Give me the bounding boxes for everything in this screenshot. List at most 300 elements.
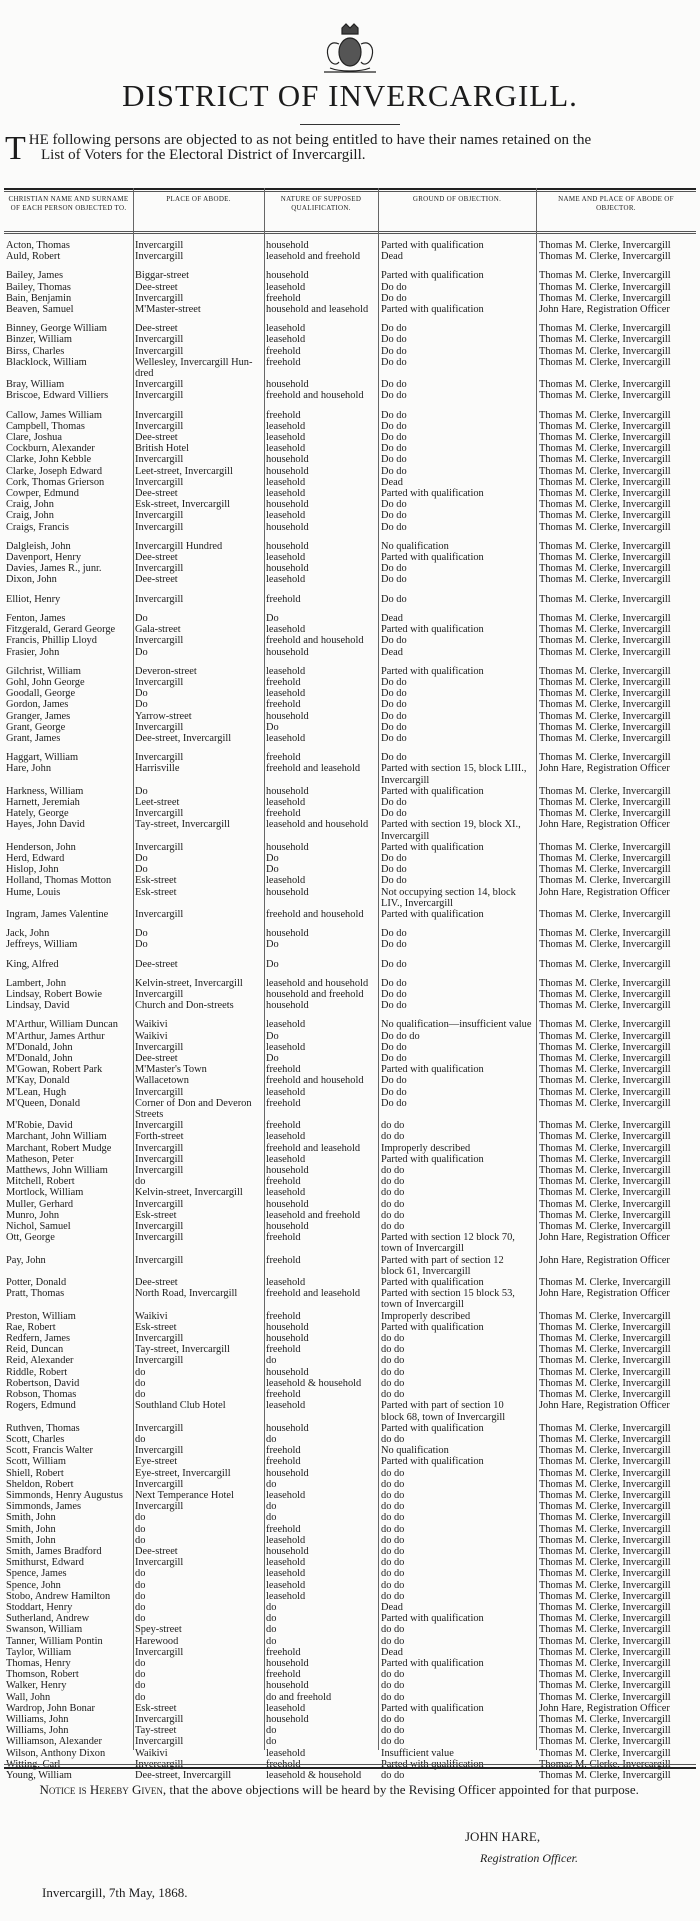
- cell-ground: do do: [381, 1534, 405, 1546]
- table-row: [4, 477, 696, 488]
- cell-qualification: Do: [266, 721, 279, 733]
- cell-qualification: leasehold: [266, 624, 306, 636]
- cell-name: Munro, John: [6, 1209, 60, 1221]
- cell-ground: do do: [381, 1523, 405, 1535]
- cell-objector: [536, 1266, 696, 1277]
- cell-abode: do: [135, 1366, 146, 1378]
- cell-objector: Thomas M. Clerke, Invercargill: [539, 1523, 671, 1535]
- cell-qualification: freehold: [266, 1669, 301, 1681]
- cell-qualification: household: [266, 240, 309, 251]
- cell-name: Scott, William: [6, 1456, 66, 1468]
- cell-name: [4, 1266, 133, 1277]
- cell-abode: Dee-street: [135, 323, 178, 335]
- cell-objector: Thomas M. Clerke, Invercargill: [539, 1445, 671, 1457]
- table-row: [4, 819, 696, 830]
- cell-qualification: [264, 898, 378, 909]
- cell-ground: Do do: [381, 721, 407, 733]
- cell-qualification: freehold: [266, 356, 301, 368]
- cell-abode: Waikivi: [135, 1030, 168, 1042]
- cell-abode: North Road, Invercargill: [135, 1288, 238, 1300]
- table-row: [4, 842, 696, 853]
- cell-name: Briscoe, Edward Villiers: [6, 390, 109, 402]
- cell-objector: Thomas M. Clerke, Invercargill: [539, 688, 671, 700]
- cell-objector: Thomas M. Clerke, Invercargill: [539, 1030, 671, 1042]
- cell-name: [4, 1412, 133, 1423]
- table-row: [4, 1064, 696, 1075]
- cell-name: Hislop, John: [6, 864, 59, 876]
- table-row: [4, 875, 696, 886]
- cell-ground: Dead: [381, 251, 403, 263]
- cell-qualification: do: [266, 1613, 277, 1625]
- cell-qualification: household: [266, 1333, 309, 1345]
- cell-name: Smith, John: [6, 1534, 56, 1546]
- signatory-name: JOHN HARE,: [465, 1829, 541, 1844]
- cell-objector: [536, 1243, 696, 1254]
- cell-name: Williams, John: [6, 1725, 69, 1737]
- cell-abode: Invercargill: [135, 345, 184, 357]
- cell-ground: Parted with qualification: [381, 1422, 484, 1434]
- cell-qualification: freehold and household: [266, 1075, 364, 1087]
- group-spacer: [4, 262, 696, 270]
- cell-abode: Wellesley, Invercargill Hun-: [135, 356, 253, 368]
- cell-qualification: household: [266, 1321, 309, 1333]
- cell-objector: Thomas M. Clerke, Invercargill: [539, 1713, 671, 1725]
- cell-objector: Thomas M. Clerke, Invercargill: [539, 1389, 671, 1401]
- intro-paragraph: [5, 130, 697, 167]
- cell-objector: Thomas M. Clerke, Invercargill: [539, 292, 671, 304]
- cell-ground: do do: [381, 1669, 405, 1681]
- table-row: [4, 346, 696, 357]
- cell-qualification: leasehold: [266, 875, 306, 887]
- table-row: [4, 1568, 696, 1579]
- cell-objector: John Hare, Registration Officer: [539, 819, 670, 831]
- cell-objector: Thomas M. Clerke, Invercargill: [539, 624, 671, 636]
- cell-qualification: household: [266, 841, 309, 853]
- cell-objector: [536, 775, 696, 786]
- cell-name: Dixon, John: [6, 574, 57, 586]
- cell-abode: Do: [135, 939, 148, 951]
- cell-ground: Do do: [381, 958, 407, 970]
- cell-ground: [378, 1109, 536, 1120]
- cell-ground: Do do: [381, 875, 407, 887]
- cell-abode: Forth-street: [135, 1131, 184, 1143]
- cell-ground: Dead: [381, 612, 403, 624]
- cell-qualification: [264, 775, 378, 786]
- cell-ground: do do: [381, 1770, 405, 1781]
- cell-name: Bailey, James: [6, 270, 64, 282]
- cell-qualification: household: [266, 886, 309, 898]
- cell-name: Taylor, William: [6, 1646, 72, 1658]
- cell-ground: Do do: [381, 688, 407, 700]
- table-row: [4, 251, 696, 262]
- cell-ground: do do: [381, 1545, 405, 1557]
- cell-qualification: leasehold: [266, 1086, 306, 1098]
- cell-qualification: freehold: [266, 1456, 301, 1468]
- table-row: [4, 722, 696, 733]
- cell-qualification: [264, 1243, 378, 1254]
- cell-ground: Not occupying section 14, block: [381, 886, 516, 898]
- cell-qualification: do: [266, 1635, 277, 1647]
- table-row: [4, 959, 696, 970]
- cell-qualification: freehold and leasehold: [266, 763, 361, 775]
- cell-ground: Parted with qualification: [381, 1153, 484, 1165]
- cell-objector: John Hare, Registration Officer: [539, 763, 670, 775]
- table-row: [4, 1277, 696, 1288]
- cell-name: Francis, Phillip Lloyd: [6, 635, 97, 647]
- group-spacer: [4, 1011, 696, 1019]
- cell-abode: Invercargill: [135, 563, 184, 575]
- table-row: [4, 454, 696, 465]
- table-row: [4, 1647, 696, 1658]
- cell-qualification: freehold: [266, 1176, 301, 1188]
- cell-name: Williamson, Alexander: [6, 1736, 102, 1748]
- cell-abode: do: [135, 1377, 146, 1389]
- cell-objector: Thomas M. Clerke, Invercargill: [539, 1000, 671, 1012]
- table-row: [4, 1120, 696, 1131]
- cell-abode: Invercargill: [135, 409, 184, 421]
- objections-table: [4, 188, 696, 1781]
- cell-objector: Thomas M. Clerke, Invercargill: [539, 552, 671, 564]
- cell-abode: Southland Club Hotel: [135, 1400, 226, 1412]
- cell-name: Davenport, Henry: [6, 552, 82, 564]
- cell-qualification: household: [266, 454, 309, 466]
- cell-abode: [133, 831, 264, 842]
- cell-name: Ruthven, Thomas: [6, 1422, 80, 1434]
- cell-ground: do do: [381, 1680, 405, 1692]
- cell-abode: Esk-street: [135, 1321, 177, 1333]
- cell-abode: [133, 775, 264, 786]
- cell-name: Sheldon, Robert: [6, 1478, 74, 1490]
- table-row: [4, 594, 696, 605]
- cell-qualification: leasehold: [266, 1579, 306, 1591]
- intro-line-1: HE following persons are objected to as not being entitled to have their names retained on the: [28, 132, 592, 148]
- cell-name: M'Donald, John: [6, 1053, 73, 1064]
- cell-name: Simmonds, Henry Augustus: [6, 1489, 123, 1501]
- cell-qualification: freehold and leasehold: [266, 1288, 361, 1300]
- table-row: [4, 1725, 696, 1736]
- cell-objector: Thomas M. Clerke, Invercargill: [539, 1310, 671, 1322]
- cell-ground: Do do: [381, 1075, 407, 1087]
- cell-abode: Dee-street: [135, 281, 178, 293]
- table-row: [4, 1143, 696, 1154]
- cell-objector: Thomas M. Clerke, Invercargill: [539, 841, 671, 853]
- cell-ground: do do: [381, 1512, 405, 1524]
- cell-objector: Thomas M. Clerke, Invercargill: [539, 270, 671, 282]
- table-row: [4, 1624, 696, 1635]
- cell-ground: Do do do: [381, 1030, 420, 1042]
- cell-ground: Parted with qualification: [381, 488, 484, 500]
- cell-qualification: leasehold: [266, 665, 306, 677]
- cell-abode: do: [135, 1176, 146, 1188]
- cell-objector: Thomas M. Clerke, Invercargill: [539, 345, 671, 357]
- cell-abode: Dee-street: [135, 574, 178, 586]
- cell-abode: Do: [135, 699, 148, 711]
- cell-name: Dalgleish, John: [6, 540, 71, 552]
- cell-abode: Do: [135, 688, 148, 700]
- table-row: [4, 1378, 696, 1389]
- cell-ground: Do do: [381, 281, 407, 293]
- cell-abode: Deveron-street: [135, 665, 197, 677]
- cell-abode: [133, 1412, 264, 1423]
- table-row: [4, 1000, 696, 1011]
- cell-objector: Thomas M. Clerke, Invercargill: [539, 752, 671, 764]
- cell-ground: Do do: [381, 420, 407, 432]
- cell-ground: Do do: [381, 510, 407, 522]
- cell-objector: [536, 368, 696, 379]
- cell-name: Cockburn, Alexander: [6, 443, 95, 455]
- cell-abode: do: [135, 1534, 146, 1546]
- cell-abode: Waikivi: [135, 1019, 168, 1031]
- cell-abode: Invercargill: [135, 1041, 184, 1053]
- table-row: [4, 1546, 696, 1557]
- cell-abode: Invercargill: [135, 635, 184, 647]
- cell-objector: Thomas M. Clerke, Invercargill: [539, 635, 671, 647]
- table-row: [4, 1669, 696, 1680]
- cell-ground: Parted with qualification: [381, 304, 484, 316]
- cell-ground: Insufficient value: [381, 1747, 454, 1759]
- cell-qualification: freehold: [266, 1310, 301, 1322]
- cell-qualification: Do: [266, 852, 279, 864]
- cell-name: Jeffreys, William: [6, 939, 78, 951]
- group-spacer: [4, 951, 696, 959]
- cell-abode: Invercargill: [135, 988, 184, 1000]
- table-row: [4, 1490, 696, 1501]
- cell-objector: Thomas M. Clerke, Invercargill: [539, 476, 671, 488]
- table-row: [4, 1479, 696, 1490]
- table-row: [4, 1255, 696, 1266]
- cell-objector: Thomas M. Clerke, Invercargill: [539, 1646, 671, 1658]
- cell-name: [4, 1299, 133, 1310]
- cell-name: [4, 368, 133, 379]
- drop-cap: T: [5, 130, 26, 167]
- cell-ground: Do do: [381, 409, 407, 421]
- cell-qualification: freehold: [266, 1232, 301, 1244]
- cell-name: Wardrop, John Bonar: [6, 1702, 95, 1714]
- table-row: [4, 1535, 696, 1546]
- cell-abode: Dee-street: [135, 432, 178, 444]
- cell-ground: do do: [381, 1579, 405, 1591]
- cell-ground: town of Invercargill: [381, 1299, 464, 1311]
- cell-abode: Invercargill: [135, 292, 184, 304]
- table-row: [4, 1389, 696, 1400]
- table-row: [4, 1299, 696, 1310]
- cell-ground: do do: [381, 1120, 405, 1132]
- cell-qualification: leasehold: [266, 488, 306, 500]
- cell-abode: Invercargill: [135, 1221, 184, 1233]
- cell-name: Redfern, James: [6, 1333, 71, 1345]
- cell-name: Smith, John: [6, 1523, 56, 1535]
- cell-objector: Thomas M. Clerke, Invercargill: [539, 323, 671, 335]
- cell-ground: do do: [381, 1635, 405, 1647]
- cell-abode: do: [135, 1657, 146, 1669]
- cell-ground: Dead: [381, 1601, 403, 1613]
- table-row: [4, 1748, 696, 1759]
- cell-ground: Do do: [381, 334, 407, 346]
- cell-qualification: leasehold and household: [266, 977, 369, 989]
- cell-qualification: leasehold: [266, 574, 306, 586]
- cell-qualification: household and freehold: [266, 988, 364, 1000]
- cell-ground: block 68, town of Invercargill: [381, 1411, 506, 1423]
- cell-name: Sutherland, Andrew: [6, 1613, 90, 1625]
- cell-qualification: leasehold: [266, 334, 306, 346]
- cell-qualification: leasehold: [266, 443, 306, 455]
- cell-ground: Improperly described: [381, 1142, 471, 1154]
- table-row: [4, 421, 696, 432]
- cell-objector: Thomas M. Clerke, Invercargill: [539, 646, 671, 658]
- cell-qualification: leasehold: [266, 1534, 306, 1546]
- header-qualification: NATURE OF SUPPOSED QUALIFICATION.: [280, 195, 362, 212]
- cell-name: Fitzgerald, Gerard George: [6, 624, 116, 636]
- cell-qualification: Do: [266, 1053, 279, 1064]
- table-row: [4, 522, 696, 533]
- group-spacer: [4, 533, 696, 541]
- cell-ground: Dead: [381, 646, 403, 658]
- cell-qualification: household and leasehold: [266, 304, 369, 316]
- cell-ground: Invercargill: [381, 774, 430, 786]
- cell-objector: Thomas M. Clerke, Invercargill: [539, 852, 671, 864]
- cell-abode: Dee-street: [135, 552, 178, 564]
- cell-name: Matthews, John William: [6, 1165, 108, 1177]
- cell-objector: Thomas M. Clerke, Invercargill: [539, 1366, 671, 1378]
- cell-objector: Thomas M. Clerke, Invercargill: [539, 1064, 671, 1076]
- cell-ground: Parted with qualification: [381, 908, 484, 920]
- cell-objector: Thomas M. Clerke, Invercargill: [539, 864, 671, 876]
- cell-ground: No qualification—insufficient value: [381, 1019, 532, 1031]
- cell-qualification: freehold: [266, 1445, 301, 1457]
- cell-qualification: leasehold: [266, 420, 306, 432]
- cell-objector: Thomas M. Clerke, Invercargill: [539, 390, 671, 402]
- cell-qualification: leasehold: [266, 1489, 306, 1501]
- cell-abode: Invercargill: [135, 1557, 184, 1569]
- cell-abode: Invercargill: [135, 510, 184, 522]
- cell-name: [4, 1109, 133, 1120]
- cell-abode: Invercargill: [135, 251, 184, 263]
- cell-objector: Thomas M. Clerke, Invercargill: [539, 1321, 671, 1333]
- table-row: [4, 853, 696, 864]
- cell-ground: Parted with qualification: [381, 1657, 484, 1669]
- cell-name: M'Arthur, James Arthur: [6, 1030, 105, 1042]
- table-row: [4, 410, 696, 421]
- cell-name: M'Lean, Hugh: [6, 1086, 67, 1098]
- cell-name: Thomas, Henry: [6, 1657, 71, 1669]
- cell-qualification: leasehold & household: [266, 1770, 362, 1781]
- cell-qualification: freehold: [266, 1344, 301, 1356]
- table-row: [4, 510, 696, 521]
- table-row: [4, 1524, 696, 1535]
- cell-name: Beaven, Samuel: [6, 304, 74, 316]
- cell-ground: LIV., Invercargill: [381, 897, 454, 909]
- cell-qualification: household: [266, 499, 309, 511]
- cell-objector: Thomas M. Clerke, Invercargill: [539, 1277, 671, 1289]
- cell-abode: [133, 1243, 264, 1254]
- cell-name: [4, 831, 133, 842]
- cell-ground: Parted with qualification: [381, 1456, 484, 1468]
- table-row: [4, 1512, 696, 1523]
- cell-name: Smith, James Bradford: [6, 1545, 102, 1557]
- cell-qualification: [264, 368, 378, 379]
- cell-objector: Thomas M. Clerke, Invercargill: [539, 420, 671, 432]
- cell-name: Bailey, Thomas: [6, 281, 71, 293]
- cell-objector: Thomas M. Clerke, Invercargill: [539, 1635, 671, 1647]
- table-row: [4, 1736, 696, 1747]
- cell-ground: Do do: [381, 796, 407, 808]
- cell-abode: [133, 1266, 264, 1277]
- cell-qualification: household: [266, 1680, 309, 1692]
- cell-objector: Thomas M. Clerke, Invercargill: [539, 1545, 671, 1557]
- cell-name: Granger, James: [6, 710, 71, 722]
- table-row: [4, 978, 696, 989]
- table-row: [4, 797, 696, 808]
- cell-objector: Thomas M. Clerke, Invercargill: [539, 1770, 671, 1781]
- cell-abode: Harrisville: [135, 763, 180, 775]
- cell-name: Tanner, William Pontin: [6, 1635, 103, 1647]
- cell-abode: do: [135, 1590, 146, 1602]
- header-objector: NAME AND PLACE OF ABODE OF OBJECTOR.: [558, 195, 674, 212]
- cell-name: Smithurst, Edward: [6, 1557, 84, 1569]
- cell-objector: [536, 1412, 696, 1423]
- cell-objector: Thomas M. Clerke, Invercargill: [539, 1747, 671, 1759]
- cell-ground: No qualification: [381, 540, 449, 552]
- group-spacer: [4, 920, 696, 928]
- table-row: [4, 1468, 696, 1479]
- cell-ground: Parted with section 19, block XI.,: [381, 819, 521, 831]
- cell-qualification: leasehold: [266, 323, 306, 335]
- cell-qualification: do: [266, 1736, 277, 1748]
- cell-ground: Do do: [381, 379, 407, 391]
- cell-name: [4, 898, 133, 909]
- cell-objector: [536, 898, 696, 909]
- table-row: [4, 1187, 696, 1198]
- cell-abode: Dee-street: [135, 958, 178, 970]
- cell-abode: Dee-street, Invercargill: [135, 732, 232, 744]
- table-row: [4, 379, 696, 390]
- cell-ground: Do do: [381, 563, 407, 575]
- cell-abode: do: [135, 1568, 146, 1580]
- cell-objector: Thomas M. Clerke, Invercargill: [539, 454, 671, 466]
- cell-abode: do: [135, 1523, 146, 1535]
- cell-abode: M'Master-street: [135, 304, 201, 316]
- cell-ground: Do do: [381, 1097, 407, 1109]
- table-row: [4, 240, 696, 251]
- cell-name: Robson, Thomas: [6, 1389, 77, 1401]
- cell-name: Fenton, James: [6, 612, 66, 624]
- table-row: [4, 1367, 696, 1378]
- cell-name: Walker, Henry: [6, 1680, 67, 1692]
- cell-qualification: freehold: [266, 1758, 301, 1770]
- cell-qualification: freehold: [266, 699, 301, 711]
- cell-abode: Spey-street: [135, 1624, 182, 1636]
- table-row: [4, 552, 696, 563]
- cell-name: Bray, William: [6, 379, 65, 391]
- cell-objector: Thomas M. Clerke, Invercargill: [539, 1142, 671, 1154]
- table-row: [4, 390, 696, 401]
- table-row: [4, 763, 696, 774]
- table-row: [4, 1210, 696, 1221]
- cell-objector: Thomas M. Clerke, Invercargill: [539, 1489, 671, 1501]
- table-row: [4, 323, 696, 334]
- cell-qualification: leasehold: [266, 1019, 306, 1031]
- cell-qualification: do: [266, 1601, 277, 1613]
- cell-ground: Do do: [381, 443, 407, 455]
- table-row: [4, 1412, 696, 1423]
- cell-ground: Parted with qualification: [381, 270, 484, 282]
- cell-qualification: freehold: [266, 808, 301, 820]
- cell-ground: Do do: [381, 635, 407, 647]
- cell-abode: do: [135, 1389, 146, 1401]
- cell-abode: do: [135, 1512, 146, 1524]
- table-row: [4, 733, 696, 744]
- cell-objector: Thomas M. Clerke, Invercargill: [539, 240, 671, 251]
